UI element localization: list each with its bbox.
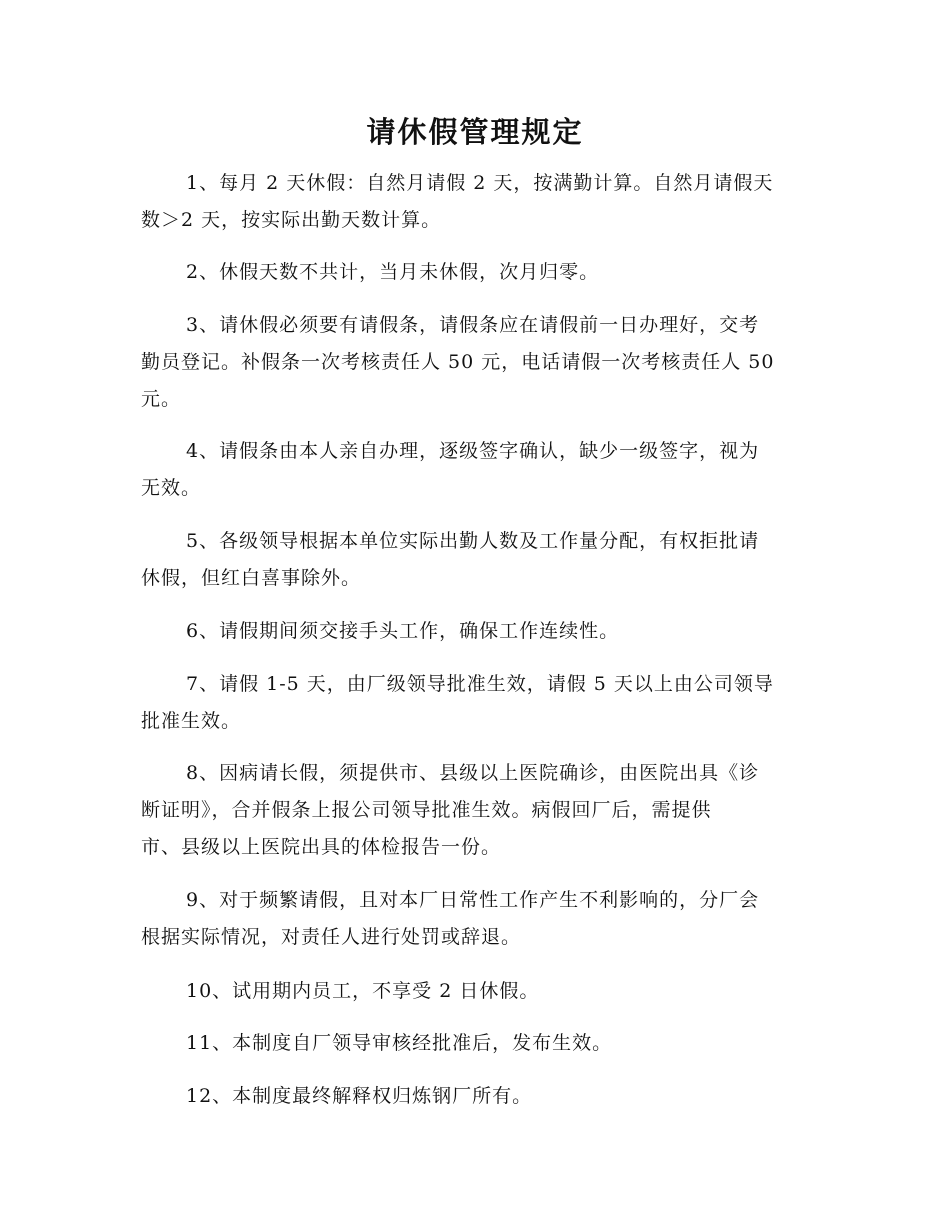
paragraph-line: 8、因病请长假，须提供市、县级以上医院确诊，由医院出具《诊 [186,762,760,784]
paragraph-line: 12、本制度最终解释权归炼钢厂所有。 [186,1085,533,1107]
paragraph-line: 元。 [141,388,182,410]
paragraph-line: 6、请假期间须交接手头工作，确保工作连续性。 [186,620,620,642]
paragraph-11 [141,1025,811,1062]
paragraph-line: 数＞2 天，按实际出勤天数计算。 [141,209,442,231]
paragraph-line: 休假，但红白喜事除外。 [141,567,362,589]
paragraph-line: 2、休假天数不共计，当月未休假，次月归零。 [186,261,600,283]
paragraph-line: 5、各级领导根据本单位实际出勤人数及工作量分配，有权拒批请 [186,530,760,552]
paragraph-line: 无效。 [141,477,202,499]
paragraph-9 [141,882,811,956]
paragraph-4 [141,433,811,507]
paragraph-line: 7、请假 1-5 天，由厂级领导批准生效，请假 5 天以上由公司领导 [186,673,774,695]
paragraph-line: 10、试用期内员工，不享受 2 日休假。 [186,980,540,1002]
paragraph-line: 市、县级以上医院出具的体检报告一份。 [141,836,502,858]
paragraph-line: 11、本制度自厂领导审核经批准后，发布生效。 [186,1032,613,1054]
paragraph-8 [141,755,811,866]
paragraph-7 [141,666,811,740]
paragraph-line: 1、每月 2 天休假：自然月请假 2 天，按满勤计算。自然月请假天 [186,172,774,194]
paragraph-3 [141,307,811,418]
paragraph-line: 勤员登记。补假条一次考核责任人 50 元，电话请假一次考核责任人 50 [141,351,775,373]
paragraph-line: 9、对于频繁请假，且对本厂日常性工作产生不利影响的，分厂会 [186,889,760,911]
paragraph-10 [141,973,811,1010]
paragraph-5 [141,523,811,597]
paragraph-line: 3、请休假必须要有请假条，请假条应在请假前一日办理好，交考 [186,314,760,336]
document-title: 请休假管理规定 [366,115,584,149]
paragraph-2 [141,254,811,291]
paragraph-12 [141,1078,811,1115]
paragraph-1 [141,165,811,239]
paragraph-line: 根据实际情况，对责任人进行处罚或辞退。 [141,926,522,948]
paragraph-line: 批准生效。 [141,710,242,732]
paragraph-line: 断证明》，合并假条上报公司领导批准生效。病假回厂后，需提供 [141,799,712,821]
paragraph-line: 4、请假条由本人亲自办理，逐级签字确认，缺少一级签字，视为 [186,440,760,462]
paragraph-6 [141,613,811,650]
